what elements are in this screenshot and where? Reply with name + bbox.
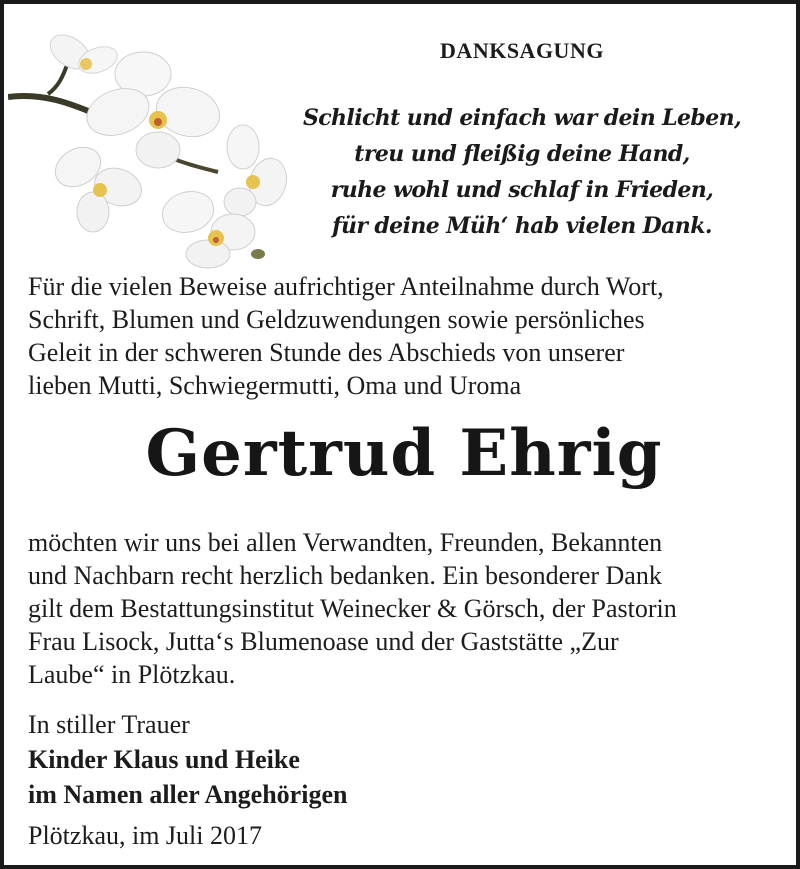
signatories-note: im Namen aller Angehörigen [28, 780, 348, 809]
thanks-line: möchten wir uns bei allen Verwandten, Freunden, Bekannten [28, 528, 663, 557]
intro-paragraph [28, 270, 788, 402]
poem-line: für deine Müh‘ hab vielen Dank. [332, 213, 712, 239]
intro-line: Für die vielen Beweise aufrichtiger Anteilnahme durch Wort, [28, 272, 664, 301]
thanks-line: Frau Lisock, Jutta‘s Blumenoase und der Gaststätte „Zur [28, 627, 619, 656]
deceased-name: Gertrud Ehrig [145, 416, 663, 491]
poem-line: Schlicht und einfach war dein Leben, [302, 105, 742, 131]
poem [276, 100, 768, 244]
orchid-flower [48, 139, 146, 232]
signatories: Kinder Klaus und Heike [28, 745, 300, 774]
poem-line: ruhe wohl und schlaf in Frieden, [330, 177, 714, 203]
intro-line: Geleit in der schweren Stunde des Abschieds von unserer [28, 338, 625, 367]
thanks-line: Laube“ in Plötzkau. [28, 660, 236, 689]
poem-line: treu und fleißig deine Hand, [354, 141, 690, 167]
thanks-line: und Nachbarn recht herzlich bedanken. Ein besonderer Dank [28, 561, 662, 590]
closing-phrase: In stiller Trauer [28, 710, 190, 739]
notice-heading: DANKSAGUNG [440, 38, 604, 63]
intro-line: lieben Mutti, Schwiegermutti, Oma und Uroma [28, 371, 522, 400]
place-date: Plötzkau, im Juli 2017 [28, 821, 262, 850]
signature-block [28, 707, 728, 812]
thanks-paragraph [28, 526, 798, 691]
orchid-flower [44, 28, 121, 78]
intro-line: Schrift, Blumen und Geldzuwendungen sowie persönliches [28, 305, 645, 334]
orchid-image [8, 22, 288, 272]
thanks-line: gilt dem Bestattungsinstitut Weinecker & Görsch, der Pastorin [28, 594, 677, 623]
